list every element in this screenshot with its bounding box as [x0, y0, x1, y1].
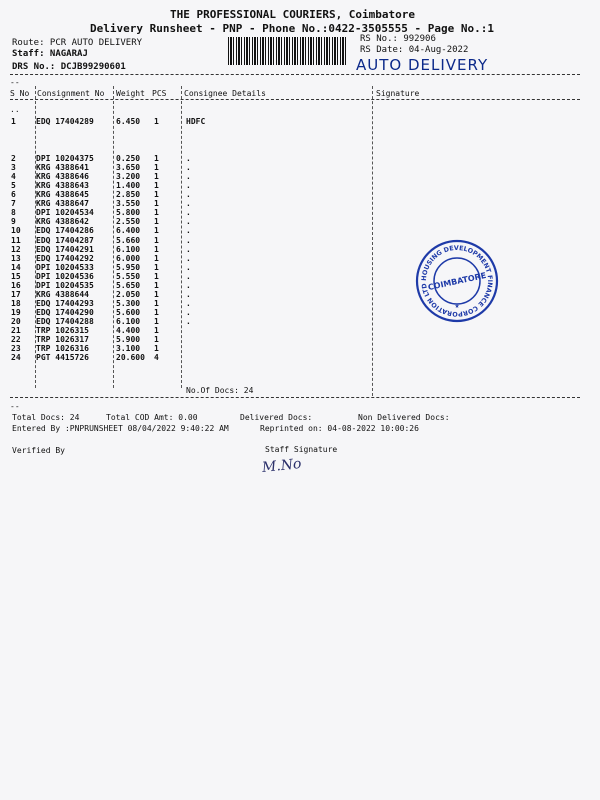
cell-pcs: 1	[154, 181, 159, 191]
cell-sno: 22	[11, 335, 21, 345]
cell-weight: 6.450	[116, 117, 141, 126]
cell-consignment: DPI 10204375	[36, 154, 94, 163]
cell-consignee: .	[186, 280, 191, 290]
cell-consignee: .	[186, 262, 191, 272]
barcode	[228, 37, 348, 65]
cell-consignment: KRG 4388641	[36, 163, 89, 173]
no-of-docs: No.Of Docs: 24	[186, 386, 254, 395]
cell-consignee: .	[186, 244, 191, 254]
cell-sno: 11	[11, 235, 21, 245]
col-sno: S No	[10, 89, 30, 98]
col-separator	[181, 86, 182, 388]
cell-consignment: TRP 1026315	[36, 326, 89, 336]
cell-sno: 24	[11, 353, 21, 363]
cell-pcs: 1	[154, 235, 159, 245]
cell-sno: 5	[11, 181, 16, 191]
cell-consignment: EDQ 17404286	[36, 226, 94, 236]
cell-consignee: .	[186, 217, 191, 227]
cell-weight: 5.550	[116, 271, 141, 281]
cell-consignee: .	[186, 298, 191, 308]
auto-delivery-label: AUTO DELIVERY	[356, 56, 489, 74]
cell-weight: 5.650	[116, 280, 141, 290]
dash-mark: ..	[10, 105, 20, 114]
dash-mark: --	[10, 402, 20, 411]
cell-consignment: EDQ 17404292	[36, 253, 94, 263]
cell-pcs: 1	[154, 208, 159, 218]
cell-weight: 3.100	[116, 344, 141, 354]
cell-consignment: KRG 4388645	[36, 190, 89, 200]
cell-weight: 3.200	[116, 172, 141, 182]
cell-weight: 2.850	[116, 190, 141, 200]
cell-pcs: 1	[154, 217, 159, 227]
cell-sno: 4	[11, 172, 16, 182]
cell-weight: 3.650	[116, 163, 141, 173]
cell-consignee: .	[186, 253, 191, 263]
dash-mark: --	[10, 78, 20, 87]
entered-by: Entered By :PNPRUNSHEET 08/04/2022 9:40:22 AM	[12, 424, 229, 433]
cell-consignee: .	[186, 199, 191, 209]
cell-weight: 2.050	[116, 289, 141, 299]
cell-weight: 6.100	[116, 244, 141, 254]
cell-consignment: EDQ 17404288	[36, 317, 94, 327]
cell-pcs: 1	[154, 244, 159, 254]
cell-weight: 5.800	[116, 208, 141, 218]
cell-consignment: EDQ 17404293	[36, 298, 94, 308]
cell-consignment: KRG 4388647	[36, 199, 89, 209]
cell-consignment: EDQ 17404287	[36, 235, 94, 245]
staff-label: Staff: NAGARAJ	[12, 49, 88, 59]
cell-weight: 20.600	[116, 353, 145, 363]
cell-weight: 1.400	[116, 181, 141, 191]
cell-sno: 17	[11, 289, 21, 299]
cell-weight: 2.550	[116, 217, 141, 227]
cell-consignee: HDFC	[186, 117, 206, 126]
cell-sno: 21	[11, 326, 21, 336]
cell-consignment: DPI 10204534	[36, 208, 94, 218]
cell-pcs: 1	[154, 253, 159, 263]
runsheet-title: Delivery Runsheet - PNP - Phone No.:0422-3505555 - Page No.:1	[90, 22, 494, 35]
total-docs: Total Docs: 24	[12, 413, 80, 422]
cell-pcs: 1	[154, 317, 159, 327]
cell-pcs: 1	[154, 226, 159, 236]
cell-sno: 7	[11, 199, 16, 209]
cell-pcs: 1	[154, 262, 159, 272]
divider	[10, 74, 580, 75]
cell-consignment: EDQ 17404289	[36, 117, 94, 126]
cell-consignment: EDQ 17404291	[36, 244, 94, 254]
reprinted-on: Reprinted on: 04-08-2022 10:00:26	[260, 424, 419, 433]
col-consignee: Consignee Details	[184, 89, 266, 98]
cell-consignee: .	[186, 181, 191, 191]
cell-sno: 12	[11, 244, 21, 254]
cell-consignment: DPI 10204533	[36, 262, 94, 272]
divider	[10, 99, 580, 100]
cell-consignee: .	[186, 271, 191, 281]
cell-pcs: 1	[154, 172, 159, 182]
cell-consignment: TRP 1026317	[36, 335, 89, 345]
cell-weight: 5.900	[116, 335, 141, 345]
cell-pcs: 1	[154, 163, 159, 173]
rs-date: RS Date: 04-Aug-2022	[360, 45, 469, 55]
cell-consignee: .	[186, 163, 191, 173]
rs-number: RS No.: 992906	[360, 34, 436, 44]
svg-text:★: ★	[454, 301, 460, 310]
cell-weight: 4.400	[116, 326, 141, 336]
cell-consignment: EDQ 17404290	[36, 308, 94, 318]
cell-weight: 0.250	[116, 154, 141, 163]
staff-signature-label: Staff Signature	[265, 445, 338, 454]
cell-consignee: .	[186, 208, 191, 218]
cell-consignment: KRG 4388643	[36, 181, 89, 191]
cell-sno: 3	[11, 163, 16, 173]
cell-consignment: PGT 4415726	[36, 353, 89, 363]
delivered-docs: Delivered Docs:	[240, 413, 313, 422]
cell-sno: 14	[11, 262, 21, 272]
svg-text:COIMBATORE: COIMBATORE	[427, 270, 487, 293]
cell-sno: 23	[11, 344, 21, 354]
verified-by: Verified By	[12, 446, 65, 455]
cell-weight: 6.400	[116, 226, 141, 236]
col-pcs: PCS	[152, 89, 167, 98]
cell-pcs: 1	[154, 344, 159, 354]
cell-sno: 19	[11, 308, 21, 318]
cell-consignee: .	[186, 226, 191, 236]
cell-pcs: 4	[154, 353, 159, 363]
col-separator	[372, 86, 373, 396]
col-signature: Signature	[376, 89, 420, 98]
route-label: Route: PCR AUTO DELIVERY	[12, 38, 143, 48]
cell-pcs: 1	[154, 154, 159, 163]
cell-weight: 3.550	[116, 199, 141, 209]
cell-consignment: KRG 4388646	[36, 172, 89, 182]
total-cod: Total COD Amt: 0.00	[106, 413, 198, 422]
cell-consignment: KRG 4388644	[36, 289, 89, 299]
cell-pcs: 1	[154, 117, 159, 126]
cell-sno: 20	[11, 317, 21, 327]
col-separator	[113, 86, 114, 388]
cell-consignment: DPI 10204536	[36, 271, 94, 281]
cell-sno: 9	[11, 217, 16, 227]
cell-pcs: 1	[154, 326, 159, 336]
cell-consignee: .	[186, 317, 191, 327]
svg-text:HOUSING DEVELOPMENT FINANCE CO: HOUSING DEVELOPMENT FINANCE CORPORATION LTD	[419, 243, 495, 319]
cell-sno: 6	[11, 190, 16, 200]
cell-pcs: 1	[154, 335, 159, 345]
divider	[10, 397, 580, 398]
cell-sno: 13	[11, 253, 21, 263]
cell-sno: 16	[11, 280, 21, 290]
cell-consignment: DPI 10204535	[36, 280, 94, 290]
cell-pcs: 1	[154, 308, 159, 318]
cell-weight: 5.660	[116, 235, 141, 245]
cell-consignment: KRG 4388642	[36, 217, 89, 227]
cell-sno: 1	[11, 117, 16, 126]
cell-pcs: 1	[154, 280, 159, 290]
cell-consignment: TRP 1026316	[36, 344, 89, 354]
cell-weight: 5.600	[116, 308, 141, 318]
cell-consignee: .	[186, 172, 191, 182]
cell-sno: 2	[11, 154, 16, 163]
cell-pcs: 1	[154, 199, 159, 209]
col-consignment: Consignment No	[37, 89, 105, 98]
cell-pcs: 1	[154, 271, 159, 281]
company-title: THE PROFESSIONAL COURIERS, Coimbatore	[170, 8, 416, 21]
cell-consignee: .	[186, 154, 191, 163]
cell-weight: 5.300	[116, 298, 141, 308]
cell-sno: 18	[11, 298, 21, 308]
cell-consignee: .	[186, 235, 191, 245]
cell-weight: 6.100	[116, 317, 141, 327]
company-stamp	[414, 238, 500, 328]
col-weight: Weight	[116, 89, 145, 98]
cell-weight: 5.950	[116, 262, 141, 272]
cell-sno: 8	[11, 208, 16, 218]
signature-scribble: M.No	[261, 455, 303, 477]
cell-weight: 6.000	[116, 253, 141, 263]
cell-pcs: 1	[154, 289, 159, 299]
cell-consignee: .	[186, 190, 191, 200]
cell-consignee: .	[186, 308, 191, 318]
cell-sno: 15	[11, 271, 21, 281]
cell-pcs: 1	[154, 298, 159, 308]
cell-sno: 10	[11, 226, 21, 236]
cell-consignee: .	[186, 289, 191, 299]
cell-pcs: 1	[154, 190, 159, 200]
drs-number: DRS No.: DCJB99290601	[12, 62, 126, 72]
non-delivered-docs: Non Delivered Docs:	[358, 413, 450, 422]
